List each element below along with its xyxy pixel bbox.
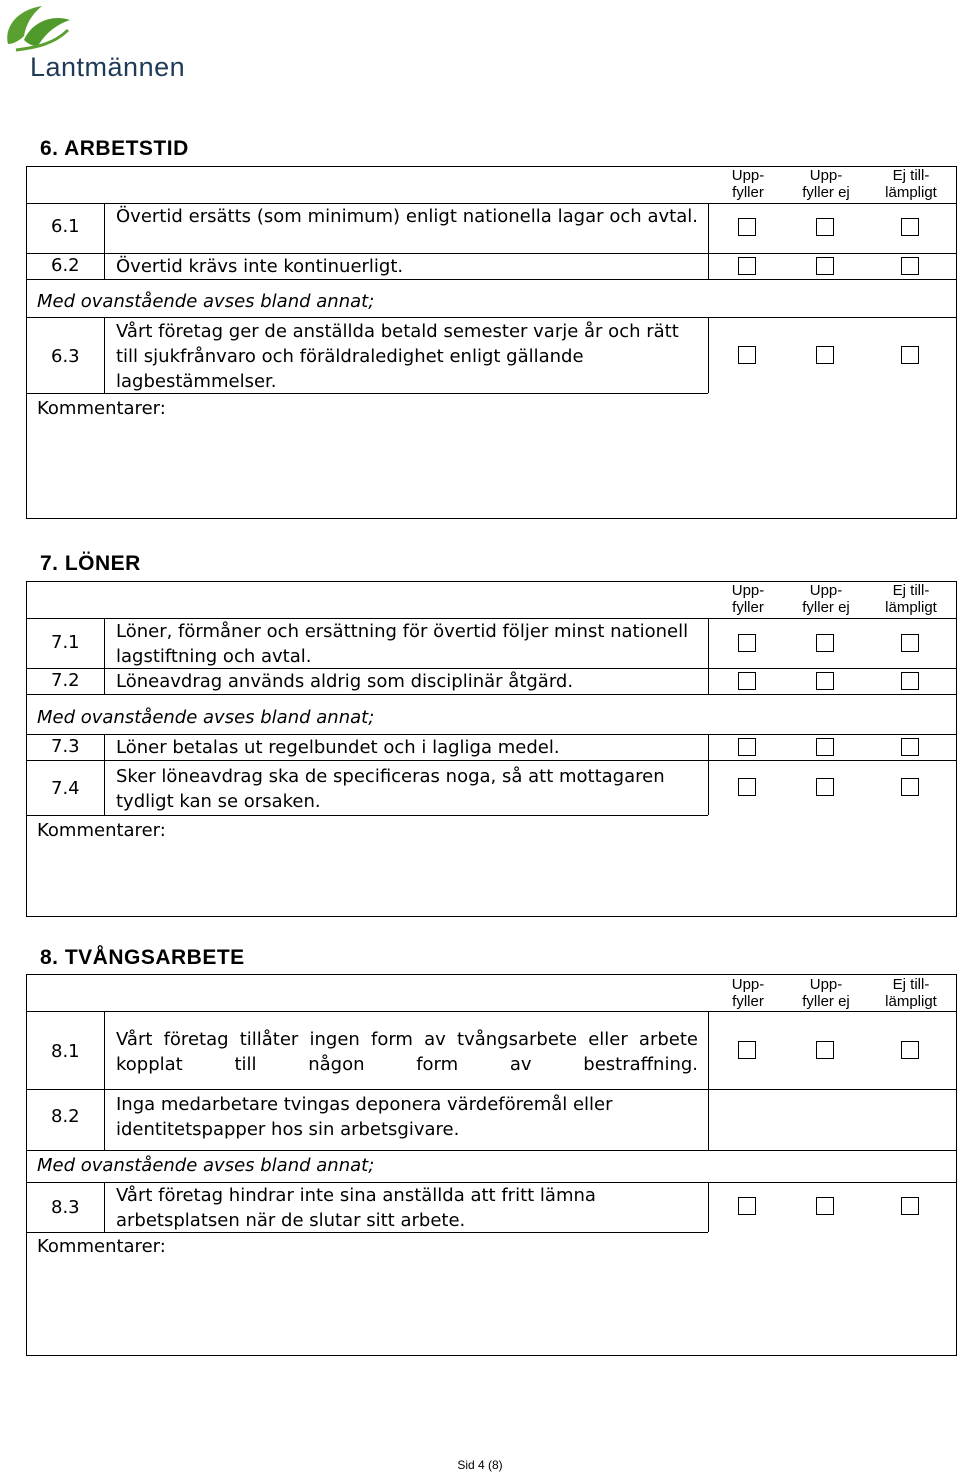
note-text: Med ovanstående avses bland annat; bbox=[37, 1155, 375, 1176]
checkbox-uppfyller-ej[interactable] bbox=[816, 778, 834, 796]
page-number: Sid 4 (8) bbox=[457, 1458, 503, 1472]
item-number: 7.2 bbox=[51, 670, 80, 691]
col-header-ej-tillampligt: Ej till- lämpligt bbox=[885, 167, 937, 201]
checkbox-uppfyller[interactable] bbox=[738, 1197, 756, 1215]
item-number: 6.1 bbox=[51, 216, 80, 237]
col-header-uppfyller-ej: Upp- fyller ej bbox=[802, 167, 850, 201]
checkbox-uppfyller[interactable] bbox=[738, 1041, 756, 1059]
checkbox-uppfyller-ej[interactable] bbox=[816, 1041, 834, 1059]
item-number: 6.2 bbox=[51, 255, 80, 276]
checkbox-ej-tillampligt[interactable] bbox=[901, 1197, 919, 1215]
checkbox-uppfyller[interactable] bbox=[738, 346, 756, 364]
item-text: Vårt företag ger de anställda betald semester varje år och rätt till sjukfrånvaro och föräldraledighet enligt gällande lagbestämmelser. bbox=[116, 321, 679, 392]
item-number: 7.4 bbox=[51, 778, 80, 799]
checkbox-uppfyller[interactable] bbox=[738, 634, 756, 652]
checkbox-uppfyller-ej[interactable] bbox=[816, 218, 834, 236]
leaf-icon bbox=[2, 0, 82, 56]
checkbox-uppfyller[interactable] bbox=[738, 778, 756, 796]
comments-label: Kommentarer: bbox=[37, 1236, 166, 1257]
checkbox-ej-tillampligt[interactable] bbox=[901, 778, 919, 796]
col-header-uppfyller-ej: Upp- fyller ej bbox=[802, 582, 850, 616]
col-header-uppfyller-ej: Upp- fyller ej bbox=[802, 976, 850, 1010]
item-text: Löner, förmåner och ersättning för övertid följer minst nationell lagstiftning och avtal. bbox=[116, 621, 689, 667]
checkbox-uppfyller-ej[interactable] bbox=[816, 1197, 834, 1215]
item-text: Vårt företag tillåter ingen form av tvångsarbete eller arbete kopplat till någon form av bestraffning. bbox=[116, 1029, 698, 1075]
item-text: Löner betalas ut regelbundet och i lagliga medel. bbox=[116, 737, 560, 758]
checkbox-uppfyller-ej[interactable] bbox=[816, 346, 834, 364]
item-text: Löneavdrag används aldrig som disciplinär åtgärd. bbox=[116, 671, 574, 692]
checkbox-uppfyller[interactable] bbox=[738, 738, 756, 756]
checkbox-uppfyller-ej[interactable] bbox=[816, 257, 834, 275]
checkbox-ej-tillampligt[interactable] bbox=[901, 738, 919, 756]
item-number: 8.3 bbox=[51, 1197, 80, 1218]
col-header-uppfyller: Upp- fyller bbox=[731, 582, 765, 616]
col-header-ej-tillampligt: Ej till- lämpligt bbox=[885, 582, 937, 616]
section-8-title: 8. TVÅNGSARBETE bbox=[40, 946, 245, 969]
logo-wordmark: Lantmännen bbox=[30, 52, 186, 82]
checkbox-uppfyller-ej[interactable] bbox=[816, 738, 834, 756]
section-6-title: 6. ARBETSTID bbox=[40, 137, 189, 160]
item-text: Vårt företag hindrar inte sina anställda att fritt lämna arbetsplatsen när de slutar sitt arbete. bbox=[116, 1185, 596, 1231]
checkbox-ej-tillampligt[interactable] bbox=[901, 257, 919, 275]
col-header-ej-tillampligt: Ej till- lämpligt bbox=[885, 976, 937, 1010]
item-text: Inga medarbetare tvingas deponera värdeföremål eller identitetspapper hos sin arbetsgivare. bbox=[116, 1094, 613, 1140]
item-number: 7.3 bbox=[51, 736, 80, 757]
checkbox-ej-tillampligt[interactable] bbox=[901, 634, 919, 652]
checkbox-ej-tillampligt[interactable] bbox=[901, 1041, 919, 1059]
comments-label: Kommentarer: bbox=[37, 398, 166, 419]
note-text: Med ovanstående avses bland annat; bbox=[37, 291, 375, 312]
comments-label: Kommentarer: bbox=[37, 820, 166, 841]
checkbox-ej-tillampligt[interactable] bbox=[901, 672, 919, 690]
col-header-uppfyller: Upp- fyller bbox=[731, 976, 765, 1010]
item-number: 8.2 bbox=[51, 1106, 80, 1127]
checkbox-uppfyller-ej[interactable] bbox=[816, 634, 834, 652]
checkbox-uppfyller[interactable] bbox=[738, 218, 756, 236]
item-text: Sker löneavdrag ska de specificeras noga, så att mottagaren tydligt kan se orsaken. bbox=[116, 766, 665, 812]
checkbox-uppfyller-ej[interactable] bbox=[816, 672, 834, 690]
checkbox-ej-tillampligt[interactable] bbox=[901, 346, 919, 364]
item-text: Övertid ersätts (som minimum) enligt nationella lagar och avtal. bbox=[116, 206, 698, 227]
item-text: Övertid krävs inte kontinuerligt. bbox=[116, 256, 404, 277]
checkbox-uppfyller[interactable] bbox=[738, 257, 756, 275]
section-7-title: 7. LÖNER bbox=[40, 552, 141, 575]
checkbox-ej-tillampligt[interactable] bbox=[901, 218, 919, 236]
checkbox-uppfyller[interactable] bbox=[738, 672, 756, 690]
item-number: 6.3 bbox=[51, 346, 80, 367]
note-text: Med ovanstående avses bland annat; bbox=[37, 707, 375, 728]
lantmannen-logo bbox=[0, 0, 200, 90]
item-number: 8.1 bbox=[51, 1041, 80, 1062]
col-header-uppfyller: Upp- fyller bbox=[731, 167, 765, 201]
item-number: 7.1 bbox=[51, 632, 80, 653]
